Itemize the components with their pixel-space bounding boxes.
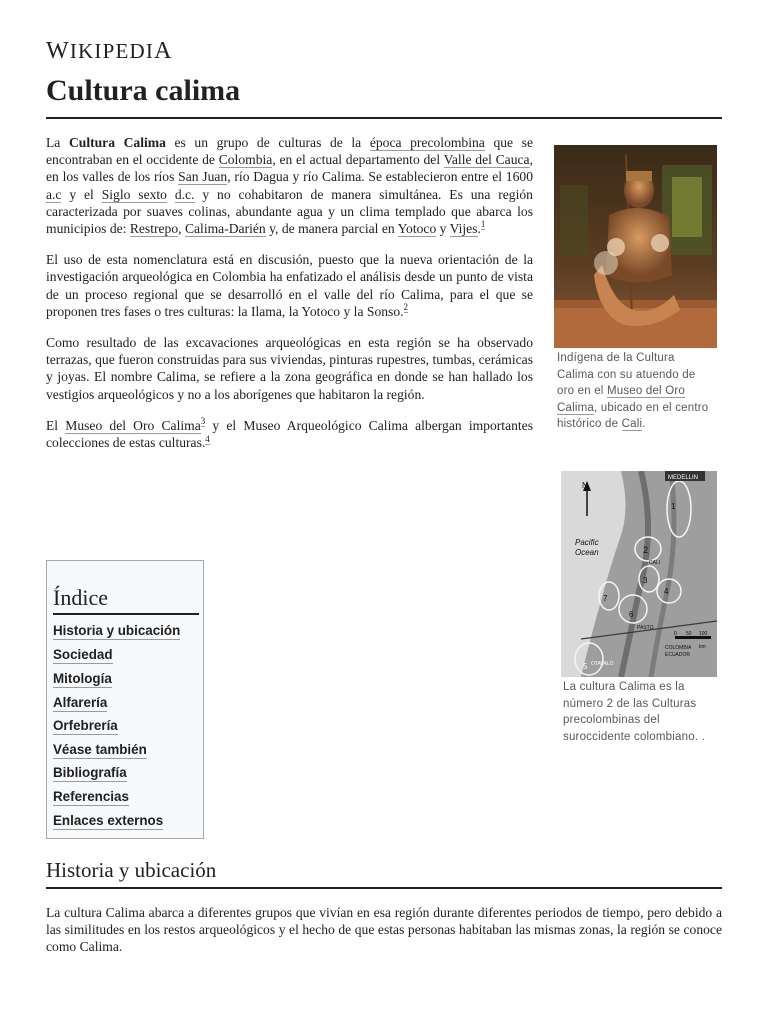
- toc-item-referencias[interactable]: Referencias: [53, 789, 129, 804]
- map-number-4: 4: [664, 587, 669, 596]
- link-san-juan[interactable]: San Juan: [178, 169, 228, 185]
- intro-paragraph-4: El Museo del Oro Calima$^3$ y el Museo Arqueológico Calima albergan importantes colecciones de estas culturas.$^4$: [46, 416, 534, 451]
- reference-3[interactable]: 3: [200, 416, 206, 427]
- toc-item-mitologia[interactable]: Mitología: [53, 671, 112, 686]
- map-number-6: 6: [629, 610, 634, 619]
- intro-paragraph-2: El uso de esta nomenclatura está en discusión, puesto que la nueva orientación de la investigación arqueológica en Colombia ha enfatizado el análisis desde un punto de vista de un proceso regional que se desarrolló en el valle del río Calima, para el que se proponen tres fases o tres culturas: la Ilama, la Yotoco y la Sonso.$^2$: [46, 252, 533, 319]
- figure2-caption: La cultura Calima es la número 2 de las Culturas precolombinas del suroccidente colombiano. .: [563, 681, 705, 743]
- map-label-ecuador: ECUADOR: [665, 652, 691, 658]
- map-label-cali: CALI: [649, 560, 661, 566]
- section-heading-underline: [46, 887, 722, 889]
- wordmark-final: A: [154, 38, 173, 64]
- link-epoca-precolombina[interactable]: época precolombina: [369, 135, 485, 150]
- toc-item-sociedad[interactable]: Sociedad: [53, 647, 113, 662]
- wikipedia-wordmark[interactable]: [46, 38, 173, 65]
- map-label-colombia: COLOMBIA: [665, 645, 692, 651]
- link-siglo-sexto[interactable]: Siglo sexto: [101, 186, 167, 202]
- table-of-contents: [46, 560, 204, 839]
- section-historia-paragraph: La cultura Calima abarca a diferentes grupos que vivían en esa región durante diferentes periodos de tiempo, pero debido a las similitudes en los restos arqueológicos y el hecho de que estas personas habitaban las mismas zonas, la región se conoce como Calima.: [46, 905, 722, 955]
- link-calima-darien[interactable]: Calima-Darién: [184, 221, 266, 237]
- toc-title: Índice: [53, 585, 108, 610]
- map-number-7: 7: [603, 594, 608, 603]
- page-title: Cultura calima: [46, 74, 241, 107]
- map-scale-50: 50: [686, 631, 692, 637]
- caption-link-museo-del-oro-calima[interactable]: Museo del Oro Calima: [557, 385, 685, 414]
- intro-paragraph-3: Como resultado de las excavaciones arqueológicas en esta región se ha observado terrazas, que fueron construidas para sus viviendas, pinturas rupestres, tumbas, cerámicas y joyas. El nombre Calima, se refiere a la zona geográfica en donde se han hallado los vestigios arqueológicos y no a los aborígenes que habitaron la región.: [46, 335, 533, 402]
- map-north-label: N: [582, 481, 588, 490]
- title-underline: [46, 117, 722, 119]
- toc-item-historia[interactable]: Historia y ubicación: [53, 623, 181, 638]
- toc-item-enlaces-externos[interactable]: Enlaces externos: [53, 813, 164, 828]
- figure1-caption: Indígena de la Cultura Calima con su atuendo de oro en el Museo del Oro Calima, ubicado en el centro histórico de Cali.: [557, 352, 709, 431]
- wordmark-middle: IKIPEDI: [69, 39, 155, 63]
- toc-item-bibliografia[interactable]: Bibliografía: [53, 765, 127, 780]
- map-scale-100: 100: [699, 631, 708, 637]
- link-colombia[interactable]: Colombia: [218, 152, 273, 168]
- statue-image: [554, 145, 717, 348]
- map-label-pasto: PASTO: [637, 625, 654, 631]
- toc-item-alfareria[interactable]: Alfarería: [53, 695, 108, 710]
- link-vijes[interactable]: Vijes: [449, 221, 478, 237]
- toc-title-underline: [53, 613, 199, 615]
- calima-statue-photo[interactable]: [554, 145, 717, 348]
- map-label-medellin: MEDELLIN: [668, 475, 699, 481]
- map-scale-0: 0: [674, 631, 677, 637]
- map-number-3: 3: [643, 576, 648, 585]
- map-scale-unit: km: [699, 644, 706, 650]
- map-label-ocean-2: Ocean: [575, 548, 599, 557]
- link-restrepo[interactable]: Restrepo: [129, 221, 179, 237]
- map-label-ocean-1: Pacific: [575, 538, 599, 547]
- map-image: [561, 471, 717, 677]
- map-number-1: 1: [671, 502, 676, 511]
- wordmark-initial: W: [46, 38, 70, 64]
- toc-item-vease-tambien[interactable]: Véase también: [53, 742, 147, 757]
- reference-4[interactable]: 4: [205, 433, 210, 444]
- link-museo-del-oro-calima[interactable]: Museo del Oro Calima: [65, 417, 201, 433]
- link-ac[interactable]: a.c: [46, 186, 62, 202]
- map-number-5: 5: [583, 662, 588, 671]
- map-number-2: 2: [643, 545, 649, 555]
- section-historia-text: [46, 904, 722, 970]
- toc-item-orfebreria[interactable]: Orfebrería: [53, 718, 118, 733]
- link-dc[interactable]: d.c.: [174, 186, 195, 202]
- reference-2[interactable]: 2: [403, 302, 409, 313]
- caption-link-cali[interactable]: Cali: [621, 418, 643, 431]
- link-yotoco[interactable]: Yotoco: [397, 221, 437, 237]
- section-heading-historia: Historia y ubicación: [46, 858, 217, 882]
- map-label-otavalo: OTAVALO: [591, 661, 614, 667]
- intro-text: [46, 134, 533, 465]
- link-valle-del-cauca[interactable]: Valle del Cauca: [443, 152, 530, 168]
- reference-1[interactable]: 1: [480, 219, 486, 230]
- article-subject: Cultura Calima: [68, 135, 166, 150]
- cultures-map[interactable]: [561, 471, 717, 677]
- intro-paragraph-1: La Cultura Calima es un grupo de culturas de la época precolombina que se encontraban en el occidente de Colombia, en el actual departamento del Valle del Cauca, en los valles de los ríos San Juan, río Dagua y río Calima. Se establecieron entre el 1600 a.c y el Siglo sexto d.c. y no cohabitaron de manera simultánea. Es una región caracterizada por suaves colinas, abundante agua y un clima templado que abarca los municipios de: Restrepo, Calima-Darién y, de manera parcial en Yotoco y Vijes.$^1$: [46, 135, 533, 237]
